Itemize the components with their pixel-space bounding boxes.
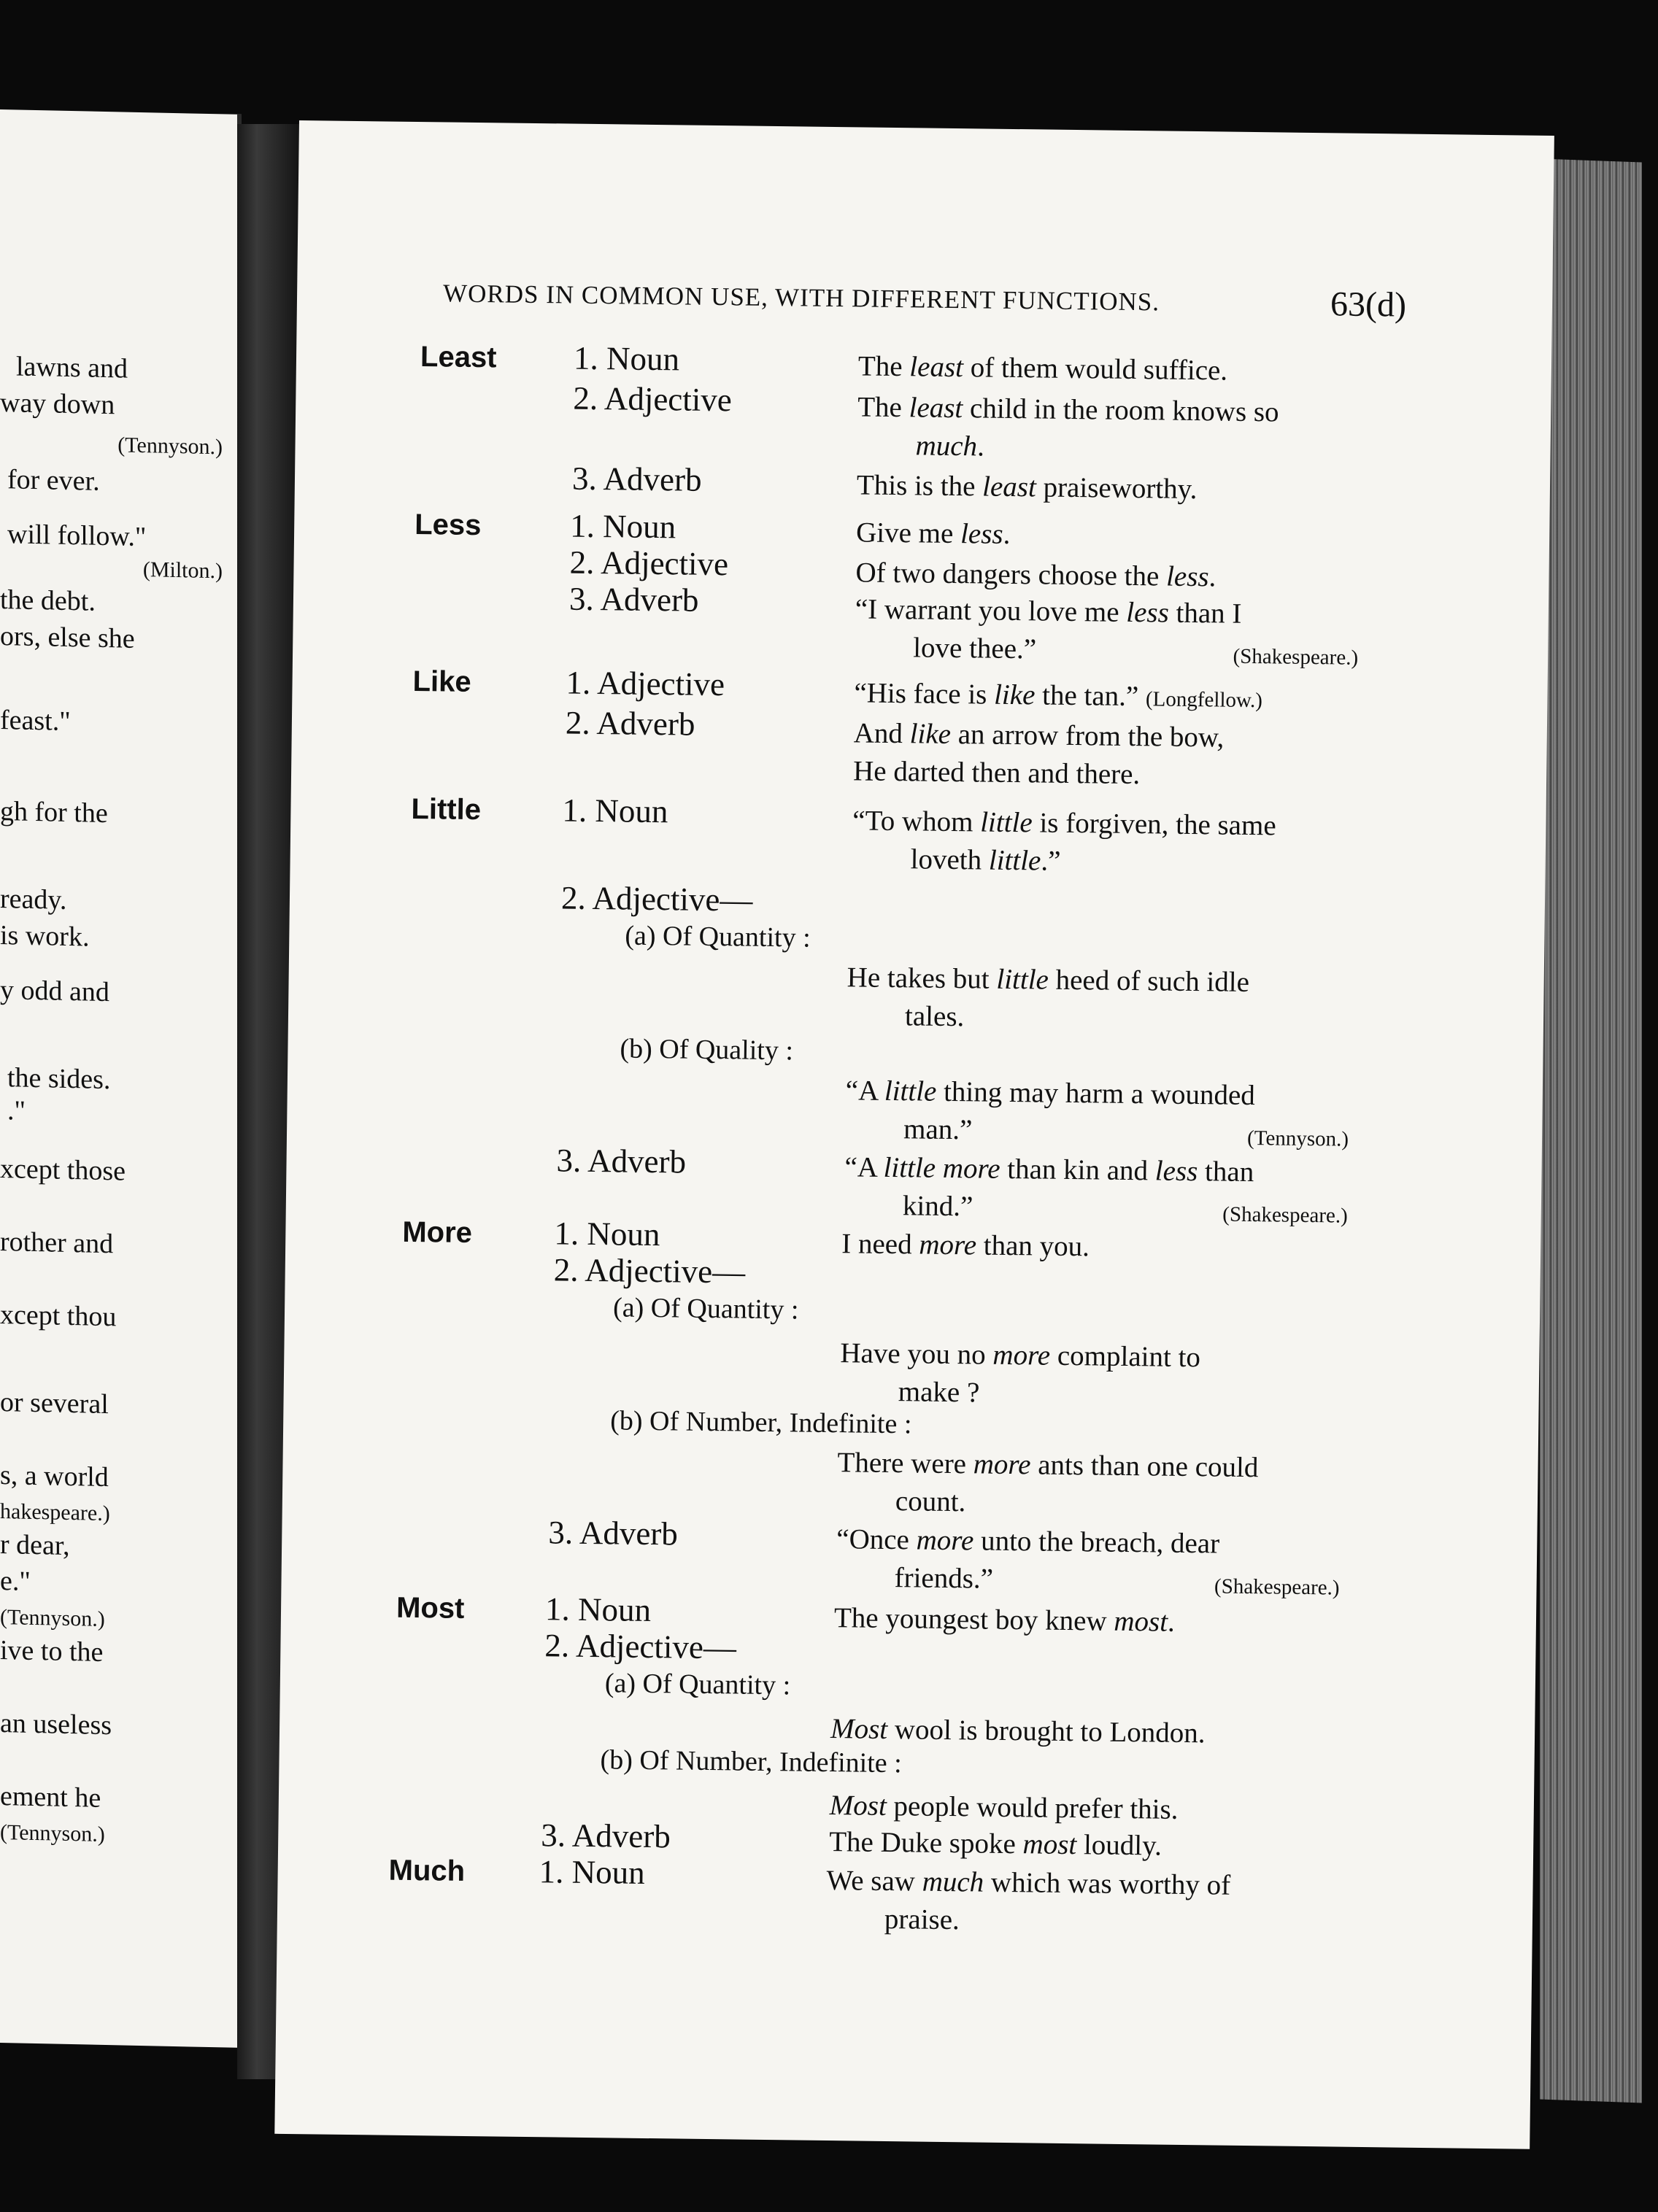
example-text: The least child in the room knows so much. bbox=[857, 391, 1279, 463]
function-label: 2. Adjective bbox=[569, 544, 729, 583]
example-text: “His face is like the tan.” (Longfellow.) bbox=[854, 677, 1263, 713]
left-page-line: ors, else she bbox=[0, 621, 135, 654]
sub-heading: (a) Of Quantity : bbox=[604, 1668, 791, 1701]
function-label: 1. Noun bbox=[573, 339, 680, 378]
citation: (Shakespeare.) bbox=[1222, 1202, 1348, 1228]
example-text: There were more ants than one could count. bbox=[837, 1447, 1259, 1518]
sub-heading: (b) Of Number, Indefinite : bbox=[600, 1744, 902, 1779]
example-text: “Once more unto the breach, dear friends.” (Shakespeare.) bbox=[836, 1520, 1340, 1606]
left-page-line: r dear, bbox=[0, 1529, 70, 1562]
example-text: The youngest boy knew most. bbox=[833, 1602, 1176, 1638]
left-page-line: is work. bbox=[0, 920, 90, 953]
left-page-line: ." bbox=[7, 1095, 26, 1126]
left-page-line: feast." bbox=[0, 705, 71, 738]
left-page-line: (Milton.) bbox=[142, 557, 223, 584]
headword-more: More bbox=[402, 1215, 473, 1250]
page-edges bbox=[1540, 159, 1642, 2103]
example-text: The Duke spoke most loudly. bbox=[828, 1826, 1162, 1862]
function-label: 2. Adjective— bbox=[544, 1627, 737, 1666]
sub-heading: (a) Of Quantity : bbox=[625, 920, 811, 954]
function-label: 3. Adverb bbox=[568, 580, 699, 619]
left-page-line: rother and bbox=[0, 1226, 114, 1260]
headword-most: Most bbox=[396, 1591, 465, 1625]
function-label: 1. Noun bbox=[562, 792, 668, 830]
left-page-line: the sides. bbox=[7, 1062, 111, 1096]
citation: (Shakespeare.) bbox=[1214, 1574, 1340, 1600]
function-label: 3. Adverb bbox=[571, 460, 702, 498]
page-number: 63(d) bbox=[1330, 285, 1407, 325]
left-page-line: lawns and bbox=[16, 351, 128, 384]
headword-much: Much bbox=[388, 1854, 466, 1887]
example-text: I need more than you. bbox=[841, 1228, 1090, 1263]
example-text: Give me less. bbox=[855, 517, 1011, 550]
function-label: 3. Adverb bbox=[548, 1514, 679, 1552]
example-text: We saw much which was worthy of praise. bbox=[826, 1865, 1231, 1936]
left-page-line: or several bbox=[0, 1387, 109, 1420]
function-label: 1. Noun bbox=[569, 507, 676, 546]
function-label: 1. Noun bbox=[539, 1853, 645, 1891]
left-page-line: for ever. bbox=[7, 464, 100, 497]
running-header bbox=[442, 279, 1407, 325]
left-page-line: (Tennyson.) bbox=[0, 1605, 105, 1632]
left-page-line: way down bbox=[0, 387, 115, 421]
headword-like: Like bbox=[412, 665, 471, 698]
example-text: He takes but little heed of such idle tales. bbox=[847, 962, 1250, 1033]
example-text: “I warrant you love me less than I love thee.” (Shakespeare.) bbox=[855, 590, 1359, 676]
headword-least: Least bbox=[420, 341, 497, 374]
function-label: 1. Noun bbox=[544, 1590, 652, 1629]
left-page bbox=[0, 109, 242, 2048]
function-label: 3. Adverb bbox=[541, 1817, 671, 1855]
left-page-line: will follow." bbox=[7, 519, 147, 553]
headword-little: Little bbox=[411, 792, 482, 827]
function-label: 1. Noun bbox=[554, 1215, 660, 1253]
function-label: 2. Adjective bbox=[573, 379, 733, 419]
function-label: 2. Adverb bbox=[565, 704, 695, 743]
left-page-line: ready. bbox=[0, 883, 67, 916]
left-page-line: ement he bbox=[0, 1781, 101, 1814]
left-page-line: (Tennyson.) bbox=[117, 433, 223, 460]
example-text: Most people would prefer this. bbox=[829, 1790, 1179, 1825]
sub-heading: (b) Of Quality : bbox=[620, 1033, 794, 1067]
left-page-line: (Tennyson.) bbox=[0, 1820, 105, 1847]
example-text: “To whom little is forgiven, the same loveth little.” bbox=[852, 805, 1276, 877]
citation: (Longfellow.) bbox=[1145, 687, 1263, 713]
citation: (Tennyson.) bbox=[1246, 1126, 1349, 1151]
example-text: Of two dangers choose the less. bbox=[855, 557, 1216, 593]
example-text: The least of them would suffice. bbox=[857, 350, 1228, 387]
function-label: 2. Adjective— bbox=[560, 879, 753, 919]
function-label: 1. Adjective bbox=[566, 664, 725, 703]
left-page-line: an useless bbox=[0, 1708, 112, 1741]
left-page-line: e." bbox=[0, 1566, 31, 1597]
example-text: This is the least praiseworthy. bbox=[856, 469, 1198, 506]
header-title: WORDS IN COMMON USE, WITH DIFFERENT FUNCTIONS. bbox=[442, 279, 1160, 317]
example-text: Most wool is brought to London. bbox=[830, 1713, 1206, 1749]
left-page-line: y odd and bbox=[0, 975, 109, 1008]
sub-heading: (b) Of Number, Indefinite : bbox=[610, 1405, 912, 1440]
left-page-line: s, a world bbox=[0, 1460, 109, 1493]
citation: (Shakespeare.) bbox=[1233, 644, 1359, 670]
function-label: 2. Adjective— bbox=[553, 1251, 746, 1291]
headword-less: Less bbox=[414, 508, 482, 542]
sub-heading: (a) Of Quantity : bbox=[612, 1292, 799, 1326]
example-text: “A little thing may harm a wounded man.” (Tennyson.) bbox=[845, 1072, 1349, 1158]
left-page-line: xcept those bbox=[0, 1153, 126, 1187]
left-page-line: ive to the bbox=[0, 1635, 104, 1668]
function-label: 3. Adverb bbox=[556, 1142, 687, 1180]
example-text: “A little more than kin and less than kind.” (Shakespeare.) bbox=[844, 1148, 1348, 1234]
left-page-line: xcept thou bbox=[0, 1299, 117, 1333]
left-page-line: the debt. bbox=[0, 584, 96, 617]
example-text: Have you no more complaint to make ? bbox=[840, 1337, 1201, 1409]
right-page bbox=[274, 120, 1554, 2149]
left-page-line: hakespeare.) bbox=[0, 1499, 110, 1526]
left-page-line: gh for the bbox=[0, 796, 108, 830]
example-text: And like an arrow from the bow, He darted then and there. bbox=[852, 717, 1225, 791]
